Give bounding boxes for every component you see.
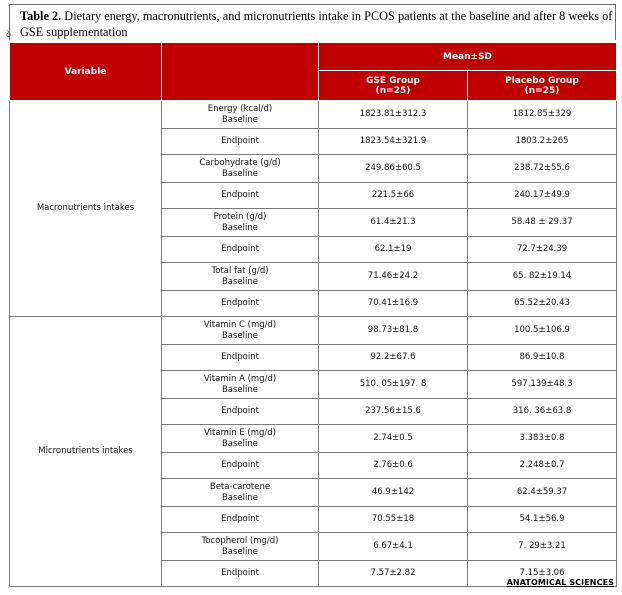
timepoint-label: Endpoint: [221, 298, 259, 308]
timepoint-label: Endpoint: [221, 460, 259, 470]
table-caption-label: Table 2.: [20, 9, 62, 23]
journal-footer: ANATOMICAL SCIENCES: [506, 578, 614, 587]
timepoint-label: Baseline: [221, 492, 259, 503]
placebo-value-cell: 72.7±24.39: [468, 237, 617, 263]
timepoint-label: Endpoint: [221, 352, 259, 362]
gse-group-title: GSE Group: [365, 75, 420, 86]
variable-cell: [162, 183, 319, 209]
timepoint-label: Endpoint: [221, 190, 259, 200]
variable-name: Vitamin A (mg/d): [203, 373, 277, 384]
variable-cell: [162, 317, 319, 345]
placebo-value-cell: 238.72±55.6: [468, 155, 617, 183]
timepoint-label: Baseline: [221, 546, 259, 557]
gse-value-cell: 92.2±67.6: [319, 345, 468, 371]
gse-value-cell: 2.74±0.5: [319, 425, 468, 453]
placebo-value-cell: 65.52±20.43: [468, 291, 617, 317]
gse-value-cell: 7.57±2.82: [319, 561, 468, 587]
gse-value-cell: 71.46±24.2: [319, 263, 468, 291]
variable-header: Variable: [10, 43, 162, 101]
timepoint-label: Baseline: [221, 222, 259, 233]
variable-cell: [162, 263, 319, 291]
timepoint-label: Baseline: [221, 114, 259, 125]
gse-value-cell: 46.9±142: [319, 479, 468, 507]
gse-value-cell: 249.86±60.5: [319, 155, 468, 183]
gse-value-cell: 6.67±4.1: [319, 533, 468, 561]
timepoint-label: Endpoint: [221, 406, 259, 416]
variable-cell: [162, 399, 319, 425]
gse-group-header: [319, 71, 468, 101]
timepoint-label: Baseline: [221, 438, 259, 449]
gse-value-cell: 2.76±0.6: [319, 453, 468, 479]
gse-value-cell: 70.55±18: [319, 507, 468, 533]
placebo-value-cell: 2.248±0.7: [468, 453, 617, 479]
variable-cell: [162, 101, 319, 129]
placebo-group-title: Placebo Group: [505, 75, 579, 86]
placebo-value-cell: 86.9±10.8: [468, 345, 617, 371]
placebo-value-cell: 65. 82±19.14: [468, 263, 617, 291]
group-label: Micronutrients intakes: [10, 317, 162, 587]
placebo-value-cell: 316. 36±63.8: [468, 399, 617, 425]
timepoint-label: Endpoint: [221, 514, 259, 524]
timepoint-label: Endpoint: [221, 244, 259, 254]
variable-cell: [162, 453, 319, 479]
variable-name: Vitamin C (mg/d): [203, 319, 277, 330]
variable-name: Tocopherol (mg/d): [201, 535, 279, 546]
variable-cell: [162, 371, 319, 399]
variable-cell: [162, 479, 319, 507]
nutrient-table: [9, 42, 617, 587]
placebo-value-cell: 240.17±49.9: [468, 183, 617, 209]
gse-value-cell: 1823.54±321.9: [319, 129, 468, 155]
timepoint-label: Baseline: [221, 384, 259, 395]
mean-sd-header: Mean±SD: [319, 43, 617, 71]
table-row: [10, 101, 617, 129]
table-body: [10, 101, 617, 587]
gse-value-cell: 61.4±21.3: [319, 209, 468, 237]
timepoint-label: Baseline: [221, 168, 259, 179]
placebo-value-cell: 54.1±56.9: [468, 507, 617, 533]
variable-name: Protein (g/d): [213, 211, 267, 222]
timepoint-label: Endpoint: [221, 568, 259, 578]
variable-name: Carbohydrate (g/d): [199, 157, 281, 168]
anchor-icon: ò: [6, 30, 11, 39]
placebo-value-cell: 100.5±106.9: [468, 317, 617, 345]
placebo-value-cell: 1812.85±329: [468, 101, 617, 129]
variable-name: Energy (kcal/d): [207, 103, 273, 114]
variable-cell: [162, 129, 319, 155]
variable-cell: [162, 237, 319, 263]
gse-value-cell: 98.73±81.8: [319, 317, 468, 345]
gse-value-cell: 237.56±15.6: [319, 399, 468, 425]
gse-value-cell: 70.41±16.9: [319, 291, 468, 317]
variable-name: Beta-carotene: [209, 481, 271, 492]
gse-value-cell: 62.1±19: [319, 237, 468, 263]
gse-group-n: (n=25): [375, 85, 411, 96]
variable-name: Vitamin E (mg/d): [204, 427, 276, 438]
gse-value-cell: 1823.81±312.3: [319, 101, 468, 129]
gse-value-cell: 510. 05±197. 8: [319, 371, 468, 399]
placebo-value-cell: 3.383±0.8: [468, 425, 617, 453]
variable-cell: [162, 155, 319, 183]
variable-cell: [162, 345, 319, 371]
placebo-value-cell: 1803.2±265: [468, 129, 617, 155]
variable-cell: [162, 561, 319, 587]
table-row: [10, 317, 617, 345]
variable-name: Total fat (g/d): [211, 265, 269, 276]
variable-cell: [162, 533, 319, 561]
variable-cell: [162, 291, 319, 317]
gse-value-cell: 221.5±66: [319, 183, 468, 209]
table-caption-text: Dietary energy, macronutrients, and micronutrients intake in PCOS patients at the baseline and after 8 weeks of GSE supplementation: [20, 9, 613, 39]
timepoint-label: Baseline: [221, 276, 259, 287]
placebo-group-header: [468, 71, 617, 101]
placebo-value-cell: 597.139±48.3: [468, 371, 617, 399]
timepoint-label: Baseline: [221, 330, 259, 341]
variable-cell: [162, 425, 319, 453]
group-label: Macronutrients intakes: [10, 101, 162, 317]
variable-cell: [162, 507, 319, 533]
variable-cell: [162, 209, 319, 237]
placebo-value-cell: 7. 29±3.21: [468, 533, 617, 561]
timepoint-label: Endpoint: [221, 136, 259, 146]
placebo-value-cell: 58.48 ± 29.37: [468, 209, 617, 237]
placebo-value-cell: 7.15±3.06: [468, 561, 617, 587]
placebo-group-n: (n=25): [524, 85, 560, 96]
placebo-value-cell: 62.4±59.37: [468, 479, 617, 507]
timepoint-header: [162, 43, 319, 101]
table-caption: [9, 4, 616, 40]
